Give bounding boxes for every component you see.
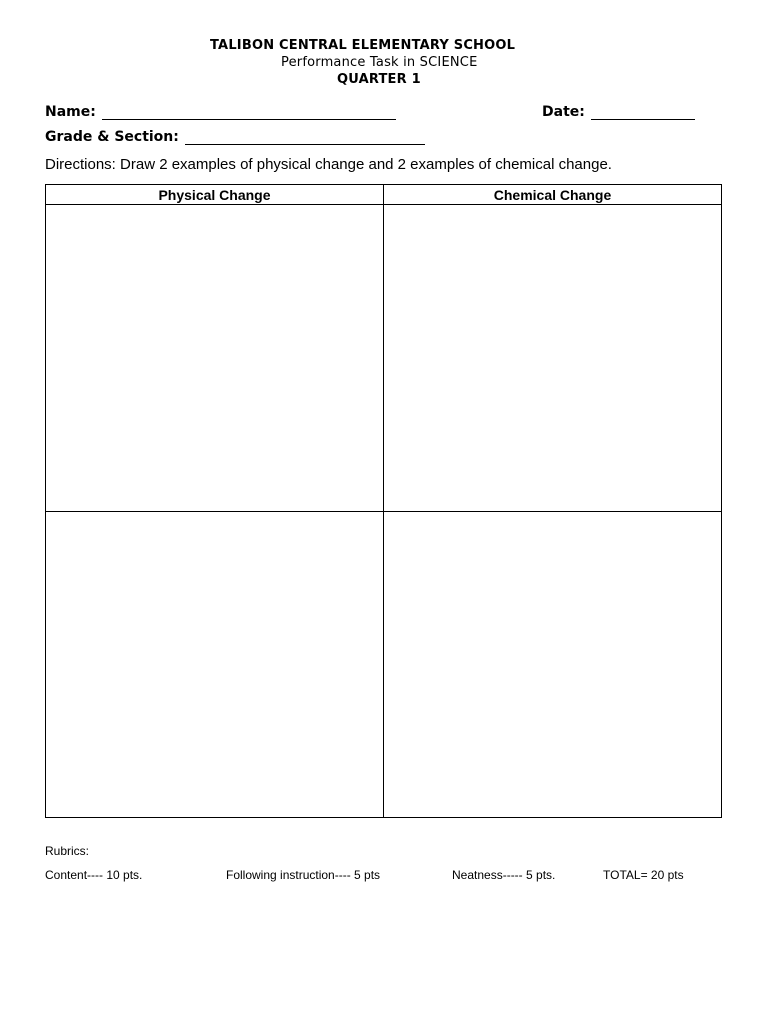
task-title: Performance Task in SCIENCE xyxy=(281,55,478,70)
directions-text: Directions: Draw 2 examples of physical change and 2 examples of chemical change. xyxy=(45,156,612,173)
drawing-box-physical-2[interactable] xyxy=(46,512,384,817)
grade-section-label: Grade & Section: xyxy=(45,129,179,145)
column-header-chemical-change: Chemical Change xyxy=(384,185,721,205)
date-label: Date: xyxy=(542,104,585,120)
quarter-label: QUARTER 1 xyxy=(337,72,421,87)
date-field[interactable] xyxy=(542,104,695,120)
rubric-total: TOTAL= 20 pts xyxy=(603,868,684,882)
rubrics-label: Rubrics: xyxy=(45,844,90,858)
drawing-box-physical-1[interactable] xyxy=(46,205,384,512)
column-header-physical-change: Physical Change xyxy=(46,185,384,205)
rubric-neatness: Neatness----- 5 pts. xyxy=(452,868,556,882)
drawing-box-chemical-1[interactable] xyxy=(384,205,721,512)
grade-section-field[interactable] xyxy=(45,129,425,145)
date-blank-line[interactable] xyxy=(591,107,695,120)
name-field[interactable] xyxy=(45,104,396,120)
drawing-box-chemical-2[interactable] xyxy=(384,512,721,817)
name-label: Name: xyxy=(45,104,96,120)
grade-section-blank-line[interactable] xyxy=(185,132,425,145)
school-name: TALIBON CENTRAL ELEMENTARY SCHOOL xyxy=(210,38,516,53)
rubric-content: Content---- 10 pts. xyxy=(45,868,143,882)
name-blank-line[interactable] xyxy=(102,107,396,120)
rubric-following-instruction: Following instruction---- 5 pts xyxy=(226,868,381,882)
drawing-table xyxy=(45,184,722,818)
